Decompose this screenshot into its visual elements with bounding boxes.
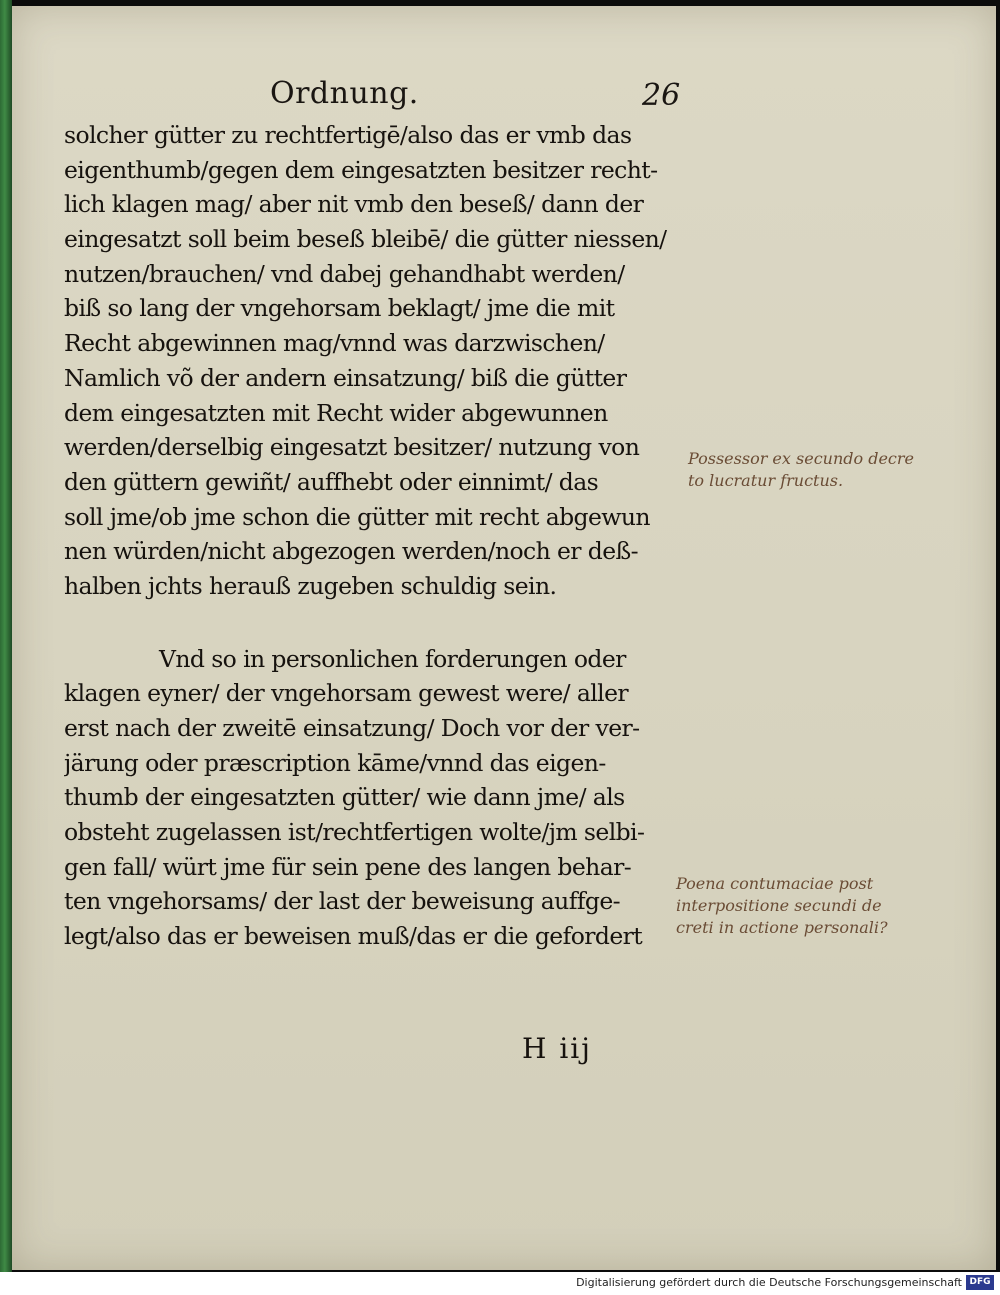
text-line: järung oder præscription kāme/vnnd das eigen- bbox=[64, 748, 606, 777]
text-line: nen würden/nicht abgezogen werden/noch er deß- bbox=[64, 537, 638, 566]
footer-bar bbox=[0, 1272, 1000, 1295]
signature-mark: H iij bbox=[522, 1032, 592, 1065]
text-line: halben jchts herauß zugeben schuldig sein. bbox=[64, 571, 557, 600]
text-line: klagen eyner/ der vngehorsam gewest were/ aller bbox=[64, 679, 629, 708]
text-line: solcher gütter zu rechtfertigē/also das er vmb das bbox=[64, 121, 632, 149]
margin-note bbox=[676, 873, 888, 939]
margin-note-line: Possessor ex secundo decre bbox=[688, 449, 915, 468]
text-line: lich klagen mag/ aber nit vmb den beseß/ dann der bbox=[64, 190, 644, 219]
text-line: dem eingesatzten mit Recht wider abgewunnen bbox=[64, 398, 608, 427]
text-line: eigenthumb/gegen dem eingesatzten besitzer recht- bbox=[64, 155, 658, 184]
book-page bbox=[12, 6, 996, 1270]
text-line: ten vngehorsams/ der last der beweisung auffge- bbox=[64, 887, 621, 916]
text-line: thumb der eingesatzten gütter/ wie dann jme/ als bbox=[64, 783, 625, 812]
dfg-logo: DFG bbox=[966, 1275, 994, 1290]
margin-note-line: interpositione secundi de bbox=[676, 896, 882, 915]
text-line: biß so lang der vngehorsam beklagt/ jme die mit bbox=[64, 294, 615, 323]
text-line: Vnd so in personlichen forderungen oder bbox=[159, 644, 626, 673]
main-text bbox=[64, 118, 689, 954]
page-number: 26 bbox=[642, 78, 681, 113]
text-line: den güttern gewiñt/ auffhebt oder einnimt/ das bbox=[64, 467, 599, 496]
paragraph-break bbox=[64, 604, 689, 642]
page-header bbox=[12, 68, 996, 118]
text-line: obsteht zugelassen ist/rechtfertigen wolte/jm selbi- bbox=[64, 818, 645, 847]
text-line: nutzen/brauchen/ vnd dabej gehandhabt werden/ bbox=[64, 259, 625, 288]
margin-note bbox=[688, 448, 914, 492]
text-line: eingesatzt soll beim beseß bleibē/ die gütter niessen/ bbox=[64, 225, 667, 254]
margin-note-line: creti in actione personali? bbox=[676, 918, 888, 937]
text-line: Recht abgewinnen mag/vnnd was darzwischen/ bbox=[64, 329, 605, 358]
margin-note-line: Poena contumaciae post bbox=[676, 874, 874, 893]
funding-credit: Digitalisierung gefördert durch die Deutsche Forschungsgemeinschaft bbox=[576, 1276, 962, 1289]
text-line: gen fall/ würt jme für sein pene des langen behar- bbox=[64, 852, 632, 881]
text-line: Namlich võ der andern einsatzung/ biß die gütter bbox=[64, 363, 627, 392]
text-line: werden/derselbig eingesatzt besitzer/ nutzung von bbox=[64, 433, 640, 462]
running-head: Ordnung. bbox=[270, 76, 419, 111]
binding-edge bbox=[0, 0, 12, 1272]
text-line: soll jme/ob jme schon die gütter mit recht abgewun bbox=[64, 502, 650, 531]
margin-note-line: to lucratur fructus. bbox=[688, 471, 844, 490]
text-line: legt/also das er beweisen muß/das er die gefordert bbox=[64, 922, 643, 951]
text-line: erst nach der zweitē einsatzung/ Doch vor der ver- bbox=[64, 714, 640, 742]
